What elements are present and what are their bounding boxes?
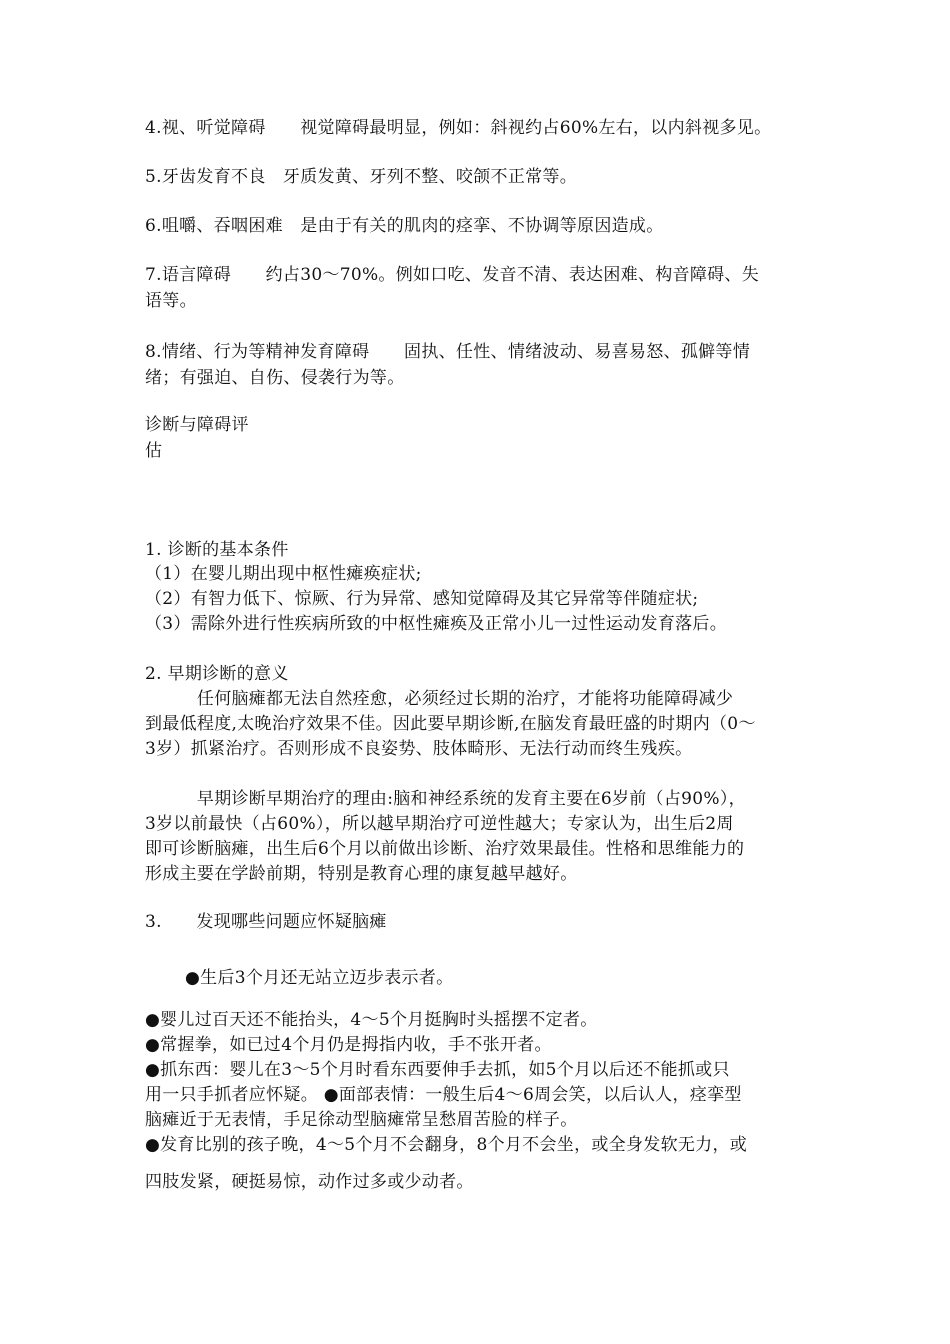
section-2-paragraph-1-line-1: 任何脑瘫都无法自然痊愈，必须经过长期的治疗，才能将功能障碍减少 <box>145 689 734 709</box>
bullet-4-line-2: 用一只手抓者应怀疑。 ●面部表情：一般生后4～6周会笑，以后认人，痉挛型 <box>145 1085 742 1105</box>
section-title-line-1: 诊断与障碍评 <box>145 415 249 435</box>
section-2-paragraph-2-line-2: 3岁以前最快（占60%），所以越早期治疗可逆性越大；专家认为，出生后2周 <box>145 814 734 834</box>
item-5-teeth: 5.牙齿发育不良 牙质发黄、牙列不整、咬颌不正常等。 <box>145 167 578 187</box>
item-4-visual-hearing: 4.视、听觉障碍 视觉障碍最明显，例如：斜视约占60%左右，以内斜视多见。 <box>145 118 772 138</box>
section-2-paragraph-2-line-1: 早期诊断早期治疗的理由:脑和神经系统的发育主要在6岁前（占90%）， <box>145 789 746 809</box>
item-8-emotion-line-2: 绪；有强迫、自伤、侵袭行为等。 <box>145 368 405 388</box>
section-2-paragraph-1-line-2: 到最低程度,太晚治疗效果不佳。因此要早期诊断,在脑发育最旺盛的时期内（0～ <box>145 714 756 734</box>
section-2-paragraph-2-line-3: 即可诊断脑瘫，出生后6个月以前做出诊断、治疗效果最佳。性格和思维能力的 <box>145 839 745 859</box>
section-title-line-2: 估 <box>145 441 163 461</box>
section-2-paragraph-2-line-4: 形成主要在学龄前期，特别是教育心理的康复越早越好。 <box>145 864 578 884</box>
section-1-condition-2: （2）有智力低下、惊厥、行为异常、感知觉障碍及其它异常等伴随症状; <box>145 589 699 609</box>
section-1-heading: 1. 诊断的基本条件 <box>145 540 289 560</box>
section-2-paragraph-1-line-3: 3岁）抓紧治疗。否则形成不良姿势、肢体畸形、无法行动而终生残疾。 <box>145 739 693 759</box>
bullet-5-line-1: ●发育比别的孩子晚，4～5个月不会翻身，8个月不会坐，或全身发软无力，或 <box>145 1135 748 1155</box>
section-3-heading: 3. 发现哪些问题应怀疑脑瘫 <box>145 912 387 932</box>
item-7-language-line-1: 7.语言障碍 约占30～70%。例如口吃、发音不清、表达困难、构音障碍、失 <box>145 265 760 285</box>
bullet-2: ●婴儿过百天还不能抬头，4～5个月挺胸时头摇摆不定者。 <box>145 1010 598 1030</box>
item-6-chewing: 6.咀嚼、吞咽困难 是由于有关的肌肉的痉挛、不协调等原因造成。 <box>145 216 664 236</box>
section-1-condition-1: （1）在婴儿期出现中枢性瘫痪症状; <box>145 564 422 584</box>
bullet-4-line-3: 脑瘫近于无表情，手足徐动型脑瘫常呈愁眉苦脸的样子。 <box>145 1110 578 1130</box>
section-1-condition-3: （3）需除外进行性疾病所致的中枢性瘫痪及正常小儿一过性运动发育落后。 <box>145 614 728 634</box>
section-2-heading: 2. 早期诊断的意义 <box>145 664 289 684</box>
bullet-4-line-1: ●抓东西：婴儿在3～5个月时看东西要伸手去抓，如5个月以后还不能抓或只 <box>145 1060 730 1080</box>
bullet-1: ●生后3个月还无站立迈步表示者。 <box>185 968 454 988</box>
item-7-language-line-2: 语等。 <box>145 291 197 311</box>
bullet-3: ●常握拳，如已过4个月仍是拇指内收，手不张开者。 <box>145 1035 552 1055</box>
bullet-5-line-2: 四肢发紧，硬挺易惊，动作过多或少动者。 <box>145 1172 474 1192</box>
item-8-emotion-line-1: 8.情绪、行为等精神发育障碍 固执、任性、情绪波动、易喜易怒、孤僻等情 <box>145 342 751 362</box>
